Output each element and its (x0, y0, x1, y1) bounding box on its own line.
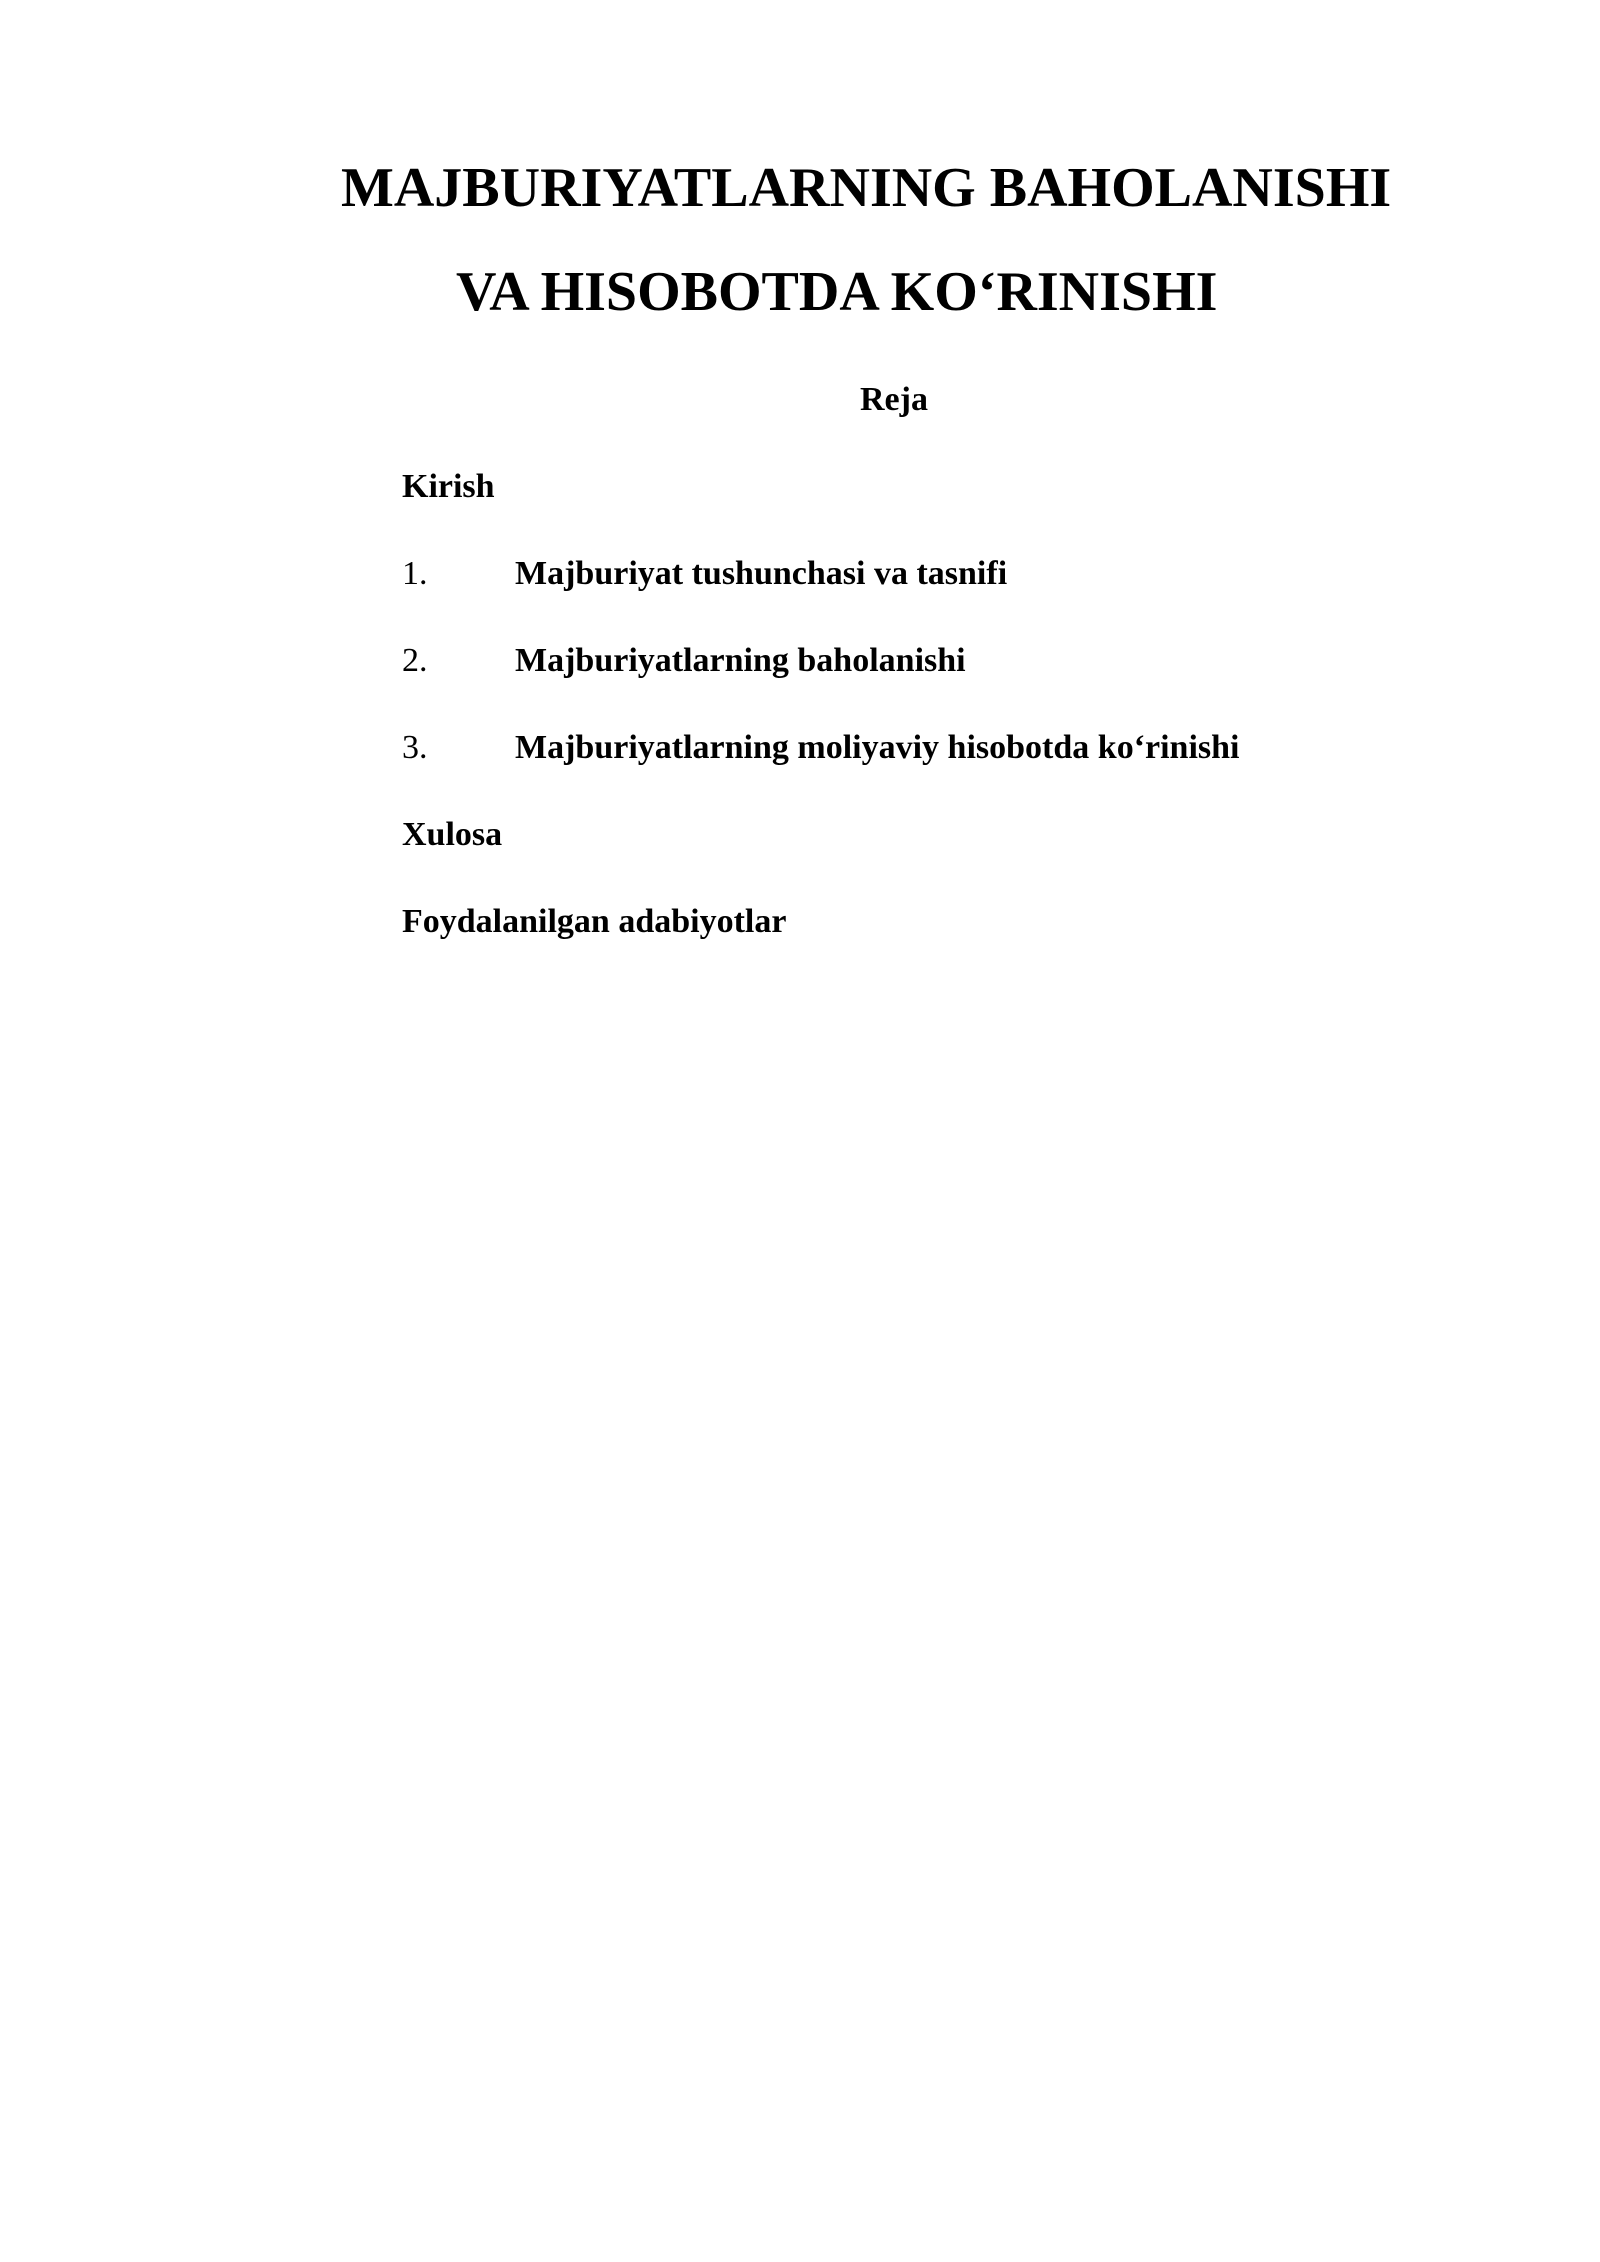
plan-item-number: 2. (402, 642, 428, 679)
plan-item-label: Kirish (402, 468, 495, 505)
plan-item-3 (402, 731, 1240, 765)
plan-item-references (402, 905, 786, 939)
plan-item-number: 1. (402, 555, 428, 592)
document-title-line-2: VA HISOBOTDA KO‘RINISHI (456, 261, 1218, 323)
plan-item-label: Majburiyatlarning baholanishi (515, 642, 966, 679)
plan-item-1 (402, 557, 1007, 591)
plan-item-label: Majburiyat tushunchasi va tasnifi (515, 555, 1008, 592)
document-title-line-1: MAJBURIYATLARNING BAHOLANISHI (341, 157, 1392, 219)
plan-item-2 (402, 644, 966, 678)
plan-item-conclusion (402, 818, 502, 852)
plan-item-number: 3. (402, 729, 428, 766)
plan-heading: Reja (860, 381, 928, 418)
plan-item-intro (402, 470, 495, 504)
plan-item-label: Xulosa (402, 816, 503, 853)
plan-item-label: Majburiyatlarning moliyaviy hisobotda ko‘rinishi (515, 729, 1240, 766)
plan-item-label: Foydalanilgan adabiyotlar (402, 903, 787, 940)
